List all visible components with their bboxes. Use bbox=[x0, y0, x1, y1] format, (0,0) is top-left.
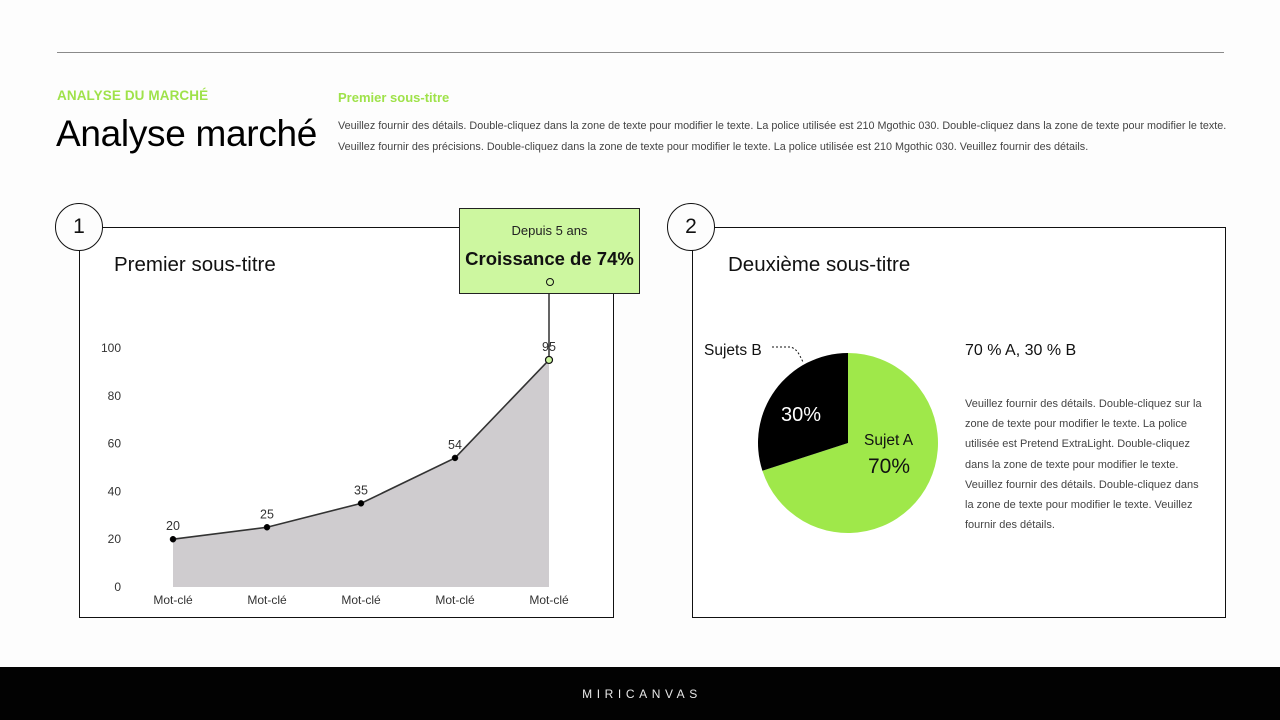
pie-summary: 70 % A, 30 % B bbox=[965, 342, 1077, 359]
y-tick-label: 100 bbox=[100, 341, 121, 355]
pie-leader-line bbox=[772, 347, 803, 362]
x-tick-label: Mot-clé bbox=[435, 593, 475, 607]
panel-2-title: Deuxième sous-titre bbox=[728, 253, 911, 276]
y-tick-label: 40 bbox=[107, 484, 121, 499]
x-tick-label: Mot-clé bbox=[153, 593, 193, 607]
panel-1-title: Premier sous-titre bbox=[114, 253, 276, 276]
data-value-label: 25 bbox=[260, 507, 274, 522]
x-tick-label: Mot-clé bbox=[341, 593, 381, 607]
y-tick-label: 60 bbox=[107, 436, 121, 451]
pie-label-a: Sujet A bbox=[864, 432, 914, 449]
intro-body: Veuillez fournir des détails. Double-cliquez dans la zone de texte pour modifier le texte. La police utilisée est 210 Mgothic 030. Double-cliquez dans la zone de texte pour modifier le texte. Veuillez fournir des précisions. Double-cliquez dans la zone de texte pour modifier le texte. La police utilisée est 210 Mgothic 030. Veuillez fournir des détails. bbox=[338, 120, 1227, 153]
x-tick-label: Mot-clé bbox=[247, 593, 287, 607]
data-value-label: 20 bbox=[166, 519, 180, 534]
pie-percent-a: 70% bbox=[868, 455, 911, 478]
section-eyebrow: ANALYSE DU MARCHÉ bbox=[57, 88, 209, 103]
pie-label-b: Sujets B bbox=[704, 342, 762, 359]
data-value-label: 95 bbox=[542, 339, 556, 354]
y-tick-label: 0 bbox=[114, 580, 121, 594]
data-value-label: 35 bbox=[354, 483, 368, 498]
y-tick-label: 80 bbox=[107, 388, 121, 403]
callout-headline: Croissance de 74% bbox=[465, 248, 634, 269]
pie-percent-b: 30% bbox=[781, 404, 822, 426]
data-value-label: 54 bbox=[448, 437, 462, 452]
callout-subtitle: Depuis 5 ans bbox=[511, 223, 588, 238]
intro-subtitle: Premier sous-titre bbox=[338, 90, 450, 105]
panel-number-badge-2: 2 bbox=[667, 203, 715, 251]
y-tick-label: 20 bbox=[107, 532, 121, 547]
x-tick-label: Mot-clé bbox=[529, 593, 569, 607]
page-title: Analyse marché bbox=[56, 113, 318, 154]
footer-brand: MIRICANVAS bbox=[582, 686, 702, 701]
pie-description: Veuillez fournir des détails. Double-cliquez sur la zone de texte pour modifier le texte. La police utilisée est Pretend ExtraLight. Double-cliquez dans la zone de texte pour modifier le texte. Veuillez fournir des détails. Double-cliquez dans la zone de texte pour modifier le texte. Veuillez fournir des détails. bbox=[965, 398, 1202, 532]
panel-number-badge-1: 1 bbox=[55, 203, 103, 251]
footer-bar bbox=[0, 667, 1280, 720]
